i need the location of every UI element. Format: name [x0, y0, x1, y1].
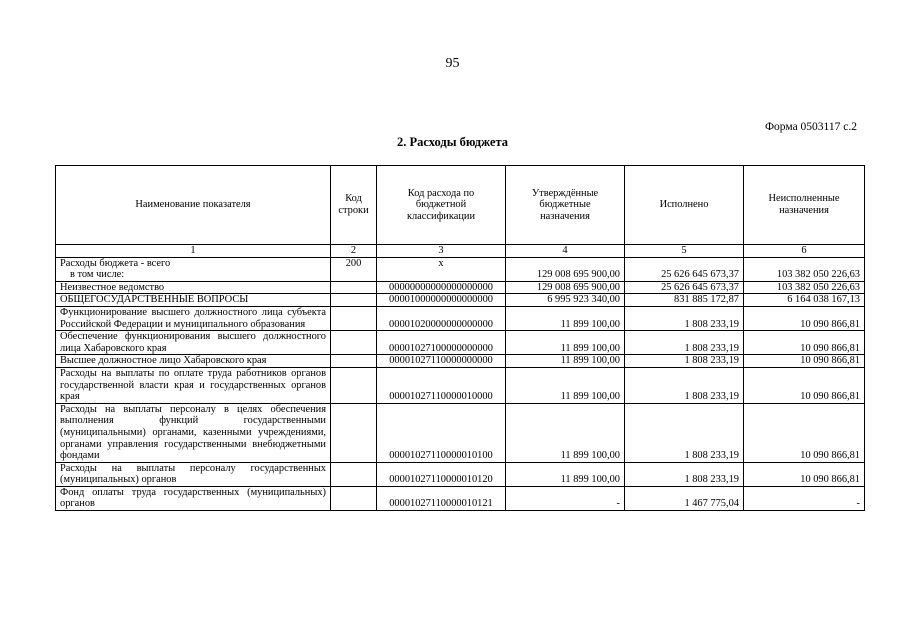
- row-unexecuted: -: [744, 486, 865, 510]
- section-title: 2. Расходы бюджета: [396, 135, 509, 149]
- row-expense-code: 00001027110000010120: [377, 462, 506, 486]
- row-line-code: [331, 367, 377, 403]
- row-expense-code: 00001027110000000000: [377, 355, 506, 368]
- row-unexecuted: 10 090 866,81: [744, 306, 865, 330]
- row-expense-code: 00001000000000000000: [377, 294, 506, 307]
- header-unexecuted: Неисполненные назначения: [744, 166, 865, 245]
- row-unexecuted: 10 090 866,81: [744, 462, 865, 486]
- row-expense-code: x: [377, 257, 506, 281]
- page-number: 95: [445, 56, 460, 71]
- row-executed: 25 626 645 673,37: [625, 257, 744, 281]
- budget-expenses-table: [55, 165, 865, 511]
- row-unexecuted: 10 090 866,81: [744, 355, 865, 368]
- row-name: Фонд оплаты труда государственных (муниципальных) органов: [56, 486, 331, 510]
- row-line-code: 200: [331, 257, 377, 281]
- row-expense-code: 00000000000000000000: [377, 281, 506, 294]
- row-name-sub: в том числе:: [70, 269, 125, 281]
- row-executed: 1 808 233,19: [625, 355, 744, 368]
- row-executed: 831 885 172,87: [625, 294, 744, 307]
- column-number: 5: [625, 245, 744, 258]
- table-row: [56, 462, 865, 486]
- table-row: [56, 331, 865, 355]
- row-name: Высшее должностное лицо Хабаровского края: [56, 355, 331, 368]
- row-executed: 25 626 645 673,37: [625, 281, 744, 294]
- row-approved: 129 008 695 900,00: [506, 281, 625, 294]
- row-name: Расходы на выплаты по оплате труда работников органов государственной власти края и государственных органов края: [56, 367, 331, 403]
- row-approved: 11 899 100,00: [506, 355, 625, 368]
- row-approved: 11 899 100,00: [506, 367, 625, 403]
- row-unexecuted: 103 382 050 226,63: [744, 281, 865, 294]
- header-row: [56, 166, 865, 245]
- table-row: [56, 294, 865, 307]
- row-approved: 6 995 923 340,00: [506, 294, 625, 307]
- row-approved: 11 899 100,00: [506, 306, 625, 330]
- row-line-code: [331, 306, 377, 330]
- header-name: Наименование показателя: [56, 166, 331, 245]
- table-row: [56, 486, 865, 510]
- column-number: 4: [506, 245, 625, 258]
- table-row: [56, 355, 865, 368]
- table-row: [56, 281, 865, 294]
- row-name: Расходы на выплаты персоналу государственных (муниципальных) органов: [56, 462, 331, 486]
- row-name: Расходы бюджета - всего: [60, 257, 171, 269]
- row-line-code: [331, 462, 377, 486]
- row-executed: 1 808 233,19: [625, 331, 744, 355]
- row-unexecuted: 10 090 866,81: [744, 403, 865, 462]
- row-expense-code: 00001027110000010000: [377, 367, 506, 403]
- row-approved: -: [506, 486, 625, 510]
- row-name: ОБЩЕГОСУДАРСТВЕННЫЕ ВОПРОСЫ: [56, 294, 331, 307]
- column-number-row: [56, 245, 865, 258]
- column-number: 3: [377, 245, 506, 258]
- table-row: [56, 403, 865, 462]
- row-unexecuted: 10 090 866,81: [744, 331, 865, 355]
- row-executed: 1 808 233,19: [625, 403, 744, 462]
- row-line-code: [331, 486, 377, 510]
- row-line-code: [331, 281, 377, 294]
- header-approved: Утверждённые бюджетные назначения: [506, 166, 625, 245]
- table-row: [56, 257, 865, 281]
- row-name: Обеспечение функционирования высшего должностного лица Хабаровского края: [56, 331, 331, 355]
- header-executed: Исполнено: [625, 166, 744, 245]
- row-expense-code: 00001027110000010121: [377, 486, 506, 510]
- row-approved: 11 899 100,00: [506, 462, 625, 486]
- row-executed: 1 808 233,19: [625, 367, 744, 403]
- row-line-code: [331, 403, 377, 462]
- row-line-code: [331, 355, 377, 368]
- row-unexecuted: 103 382 050 226,63: [744, 257, 865, 281]
- table-row: [56, 367, 865, 403]
- column-number: 1: [56, 245, 331, 258]
- row-name: Неизвестное ведомство: [56, 281, 331, 294]
- row-executed: 1 808 233,19: [625, 306, 744, 330]
- row-line-code: [331, 294, 377, 307]
- table-row: [56, 306, 865, 330]
- row-executed: 1 467 775,04: [625, 486, 744, 510]
- row-name-cell: [56, 257, 331, 281]
- form-code: Форма 0503117 с.2: [764, 121, 857, 133]
- row-name: Расходы на выплаты персоналу в целях обеспечения выполнения функций государственными (муниципальными) органами, казенными учреждениями, органами управления государственными внебюджетными фондами: [56, 403, 331, 462]
- row-line-code: [331, 331, 377, 355]
- row-approved: 11 899 100,00: [506, 331, 625, 355]
- row-expense-code: 00001027100000000000: [377, 331, 506, 355]
- column-number: 2: [331, 245, 377, 258]
- row-unexecuted: 6 164 038 167,13: [744, 294, 865, 307]
- column-number: 6: [744, 245, 865, 258]
- header-expense-code: Код расхода по бюджетной классификации: [377, 166, 506, 245]
- header-line-code: Код строки: [331, 166, 377, 245]
- row-unexecuted: 10 090 866,81: [744, 367, 865, 403]
- row-approved: 129 008 695 900,00: [506, 257, 625, 281]
- row-executed: 1 808 233,19: [625, 462, 744, 486]
- row-name: Функционирование высшего должностного лица субъекта Российской Федерации и муниципального образования: [56, 306, 331, 330]
- row-approved: 11 899 100,00: [506, 403, 625, 462]
- row-expense-code: 00001027110000010100: [377, 403, 506, 462]
- row-expense-code: 00001020000000000000: [377, 306, 506, 330]
